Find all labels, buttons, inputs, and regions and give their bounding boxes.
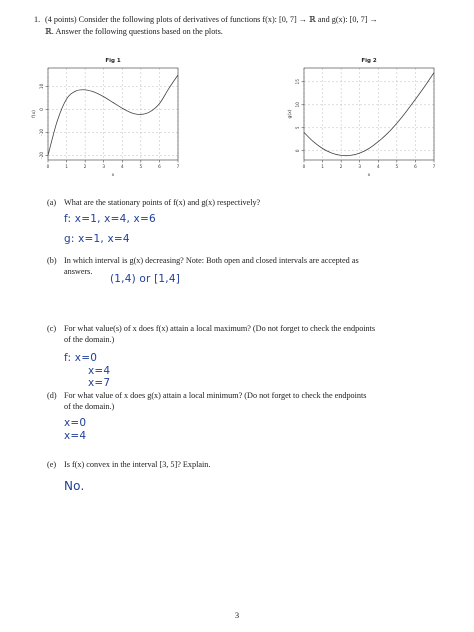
part-c-answer-line-3: x=7 [88, 377, 111, 389]
fig1-xtick-label: 0 [46, 164, 50, 169]
fig2-xtick-label: 1 [321, 164, 324, 169]
fig2-xtick-label: 2 [339, 164, 343, 169]
question-number: 1. [34, 15, 41, 24]
fig2-xtick-label: 4 [376, 164, 380, 169]
fig1-title: Fig 1 [105, 58, 121, 64]
fig1-xtick-label: 4 [120, 164, 124, 169]
fig1-ytick-label: 0 [39, 108, 44, 111]
fig2-ytick-label: 10 [295, 102, 300, 108]
part-b-answer: (1,4) or [1,4] [110, 273, 180, 285]
fig2-ytick-label: 15 [295, 79, 300, 85]
fig2-ylabel: g(x) [288, 109, 293, 119]
part-d-answer-line-2: x=4 [64, 430, 87, 442]
fig1-xlabel: x [111, 173, 115, 178]
fig2-ytick-label: 5 [295, 126, 300, 130]
fig1-ytick-label: 10 [39, 83, 44, 90]
fig2-xtick-label: 6 [414, 164, 417, 169]
fig1-ylabel: f(x) [32, 110, 37, 118]
fig1-ytick-label: -20 [39, 151, 44, 159]
part-d-question-line-1: For what value of x does g(x) attain a local minimum? (Do not forget to check the endpoints [64, 391, 367, 400]
part-b-label: (b) [47, 256, 57, 265]
fig2-title: Fig 2 [361, 58, 377, 64]
part-a-label: (a) [47, 198, 57, 207]
fig1-xtick-label: 1 [65, 164, 68, 169]
part-c-answer-line-1: f: x=0 [64, 352, 98, 364]
part-b-question-line-1: In which interval is g(x) decreasing? Note: Both open and closed intervals are accepted as [64, 256, 359, 265]
part-d-question-line-2: of the domain.) [64, 402, 115, 411]
fig1-xtick-label: 5 [139, 164, 143, 169]
figure-2-plot [284, 52, 444, 182]
part-a-question: What are the stationary points of f(x) and g(x) respectively? [64, 198, 261, 207]
fig2-xtick-label: 3 [358, 164, 362, 169]
question-intro-line-1: (4 points) Consider the following plots of derivatives of functions f(x): [0, 7] → ℝ and g(x): [0, 7] → [45, 15, 378, 24]
fig2-xtick-label: 0 [302, 164, 306, 169]
fig2-xlabel: x [367, 173, 371, 178]
fig1-frame [48, 68, 178, 160]
fig1-xtick-label: 2 [83, 164, 87, 169]
part-d-answer-line-1: x=0 [64, 417, 87, 429]
fig1-series-line [48, 75, 178, 155]
part-c-question-line-2: of the domain.) [64, 335, 115, 344]
part-b-question-line-2: answers. [64, 267, 93, 276]
part-c-question-line-1: For what value(s) of x does f(x) attain a local maximum? (Do not forget to check the endpoints [64, 324, 376, 333]
fig2-series-line [304, 73, 434, 156]
fig1-xtick-label: 6 [158, 164, 161, 169]
question-intro-line-2: ℝ. Answer the following questions based on the plots. [45, 27, 223, 36]
figure-1-plot [28, 52, 188, 182]
part-e-question: Is f(x) convex in the interval [3, 5]? Explain. [64, 460, 211, 469]
part-c-answer-line-2: x=4 [88, 365, 111, 377]
fig1-xtick-label: 3 [102, 164, 106, 169]
part-e-answer: No. [64, 479, 85, 493]
fig2-xtick-label: 5 [395, 164, 399, 169]
fig2-xtick-label: 7 [432, 164, 436, 169]
part-e-label: (e) [47, 460, 57, 469]
fig2-ytick-label: 0 [295, 149, 300, 153]
fig1-ytick-label: -10 [39, 128, 44, 136]
page-number: 3 [234, 610, 240, 620]
part-d-label: (d) [47, 391, 57, 400]
part-c-label: (c) [47, 324, 57, 333]
part-a-answer-line-1: f: x=1, x=4, x=6 [64, 213, 156, 225]
part-a-answer-line-2: g: x=1, x=4 [64, 233, 130, 245]
fig1-xtick-label: 7 [176, 164, 180, 169]
